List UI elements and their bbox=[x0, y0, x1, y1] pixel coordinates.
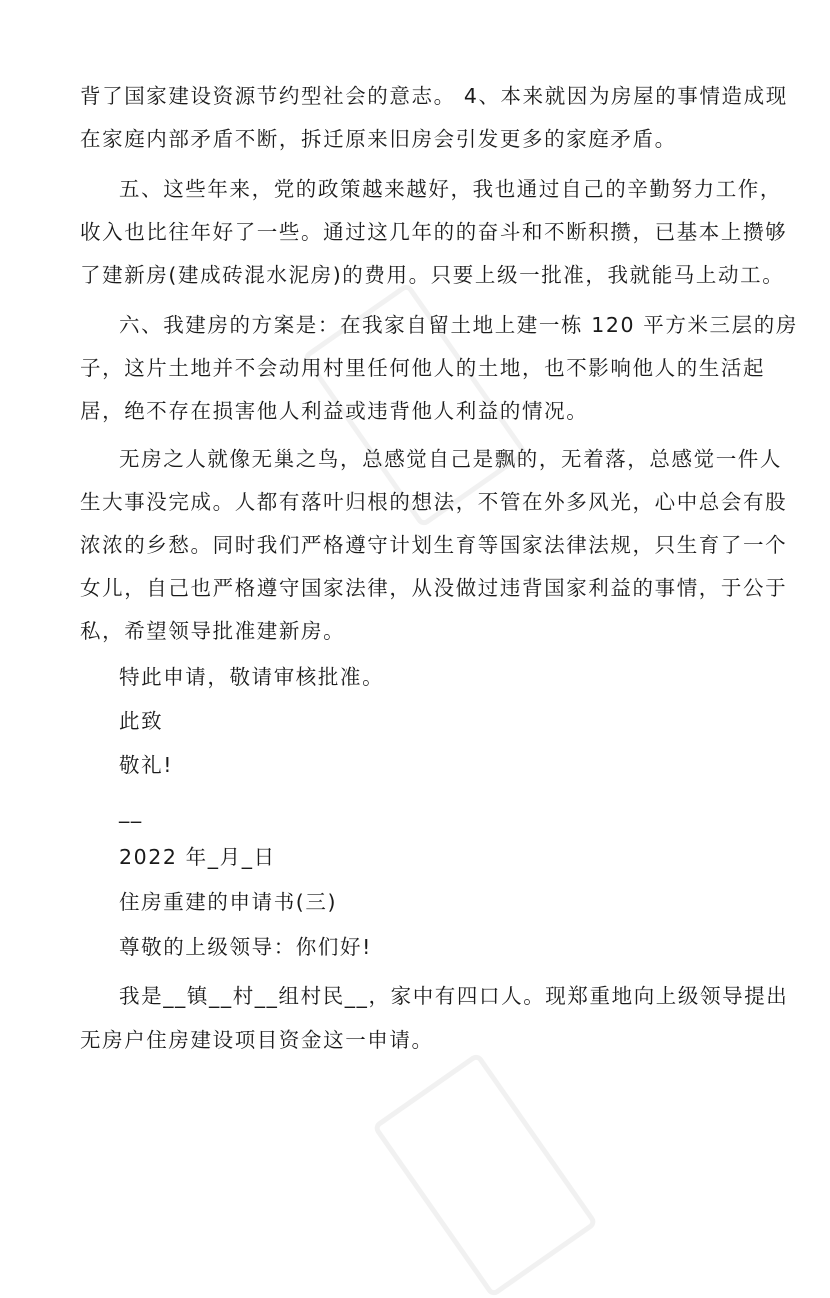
paragraph-line: 居，绝不存在损害他人利益或违背他人利益的情况。 bbox=[80, 399, 589, 423]
paragraph-line: 六、我建房的方案是：在我家自留土地上建一栋 120 平方米三层的房 bbox=[119, 313, 798, 337]
greeting-line: 尊敬的上级领导：你们好! bbox=[119, 935, 372, 959]
paragraph-line: 了建新房(建成砖混水泥房)的费用。只要上级一批准，我就能马上动工。 bbox=[80, 263, 785, 287]
paragraph-line: 五、这些年来，党的政策越来越好，我也通过自己的辛勤努力工作， bbox=[119, 177, 782, 201]
date-line: 2022 年_月_日 bbox=[119, 845, 276, 869]
watermark-mark bbox=[372, 1052, 599, 1298]
section-title: 住房重建的申请书(三) bbox=[119, 890, 338, 914]
paragraph-line: 私，希望领导批准建新房。 bbox=[80, 619, 346, 643]
closing-salutation: 此致 bbox=[119, 709, 164, 733]
signature-blank: __ bbox=[119, 799, 143, 823]
paragraph-line: 子，这片土地并不会动用村里任何他人的土地，也不影响他人的生活起 bbox=[80, 356, 766, 380]
paragraph-line: 在家庭内部矛盾不断，拆迁原来旧房会引发更多的家庭矛盾。 bbox=[80, 127, 677, 151]
paragraph-line: 背了国家建设资源节约型社会的意志。 4、本来就因为房屋的事情造成现 bbox=[80, 84, 788, 108]
paragraph-line: 我是__镇__村__组村民__，家中有四口人。现郑重地向上级领导提出 bbox=[119, 984, 789, 1008]
paragraph-line: 收入也比往年好了一些。通过这几年的的奋斗和不断积攒，已基本上攒够 bbox=[80, 220, 788, 244]
closing-respect: 敬礼! bbox=[119, 753, 174, 777]
paragraph-line: 生大事没完成。人都有落叶归根的想法，不管在外多风光，心中总会有股 bbox=[80, 490, 788, 514]
paragraph-line: 无房之人就像无巢之鸟，总感觉自己是飘的，无着落，总感觉一件人 bbox=[119, 447, 782, 471]
closing-request: 特此申请，敬请审核批准。 bbox=[119, 665, 385, 689]
paragraph-line: 女儿，自己也严格遵守国家法律，从没做过违背国家利益的事情，于公于 bbox=[80, 576, 788, 600]
paragraph-line: 无房户住房建设项目资金这一申请。 bbox=[80, 1028, 434, 1052]
paragraph-line: 浓浓的乡愁。同时我们严格遵守计划生育等国家法律法规，只生育了一个 bbox=[80, 533, 788, 557]
